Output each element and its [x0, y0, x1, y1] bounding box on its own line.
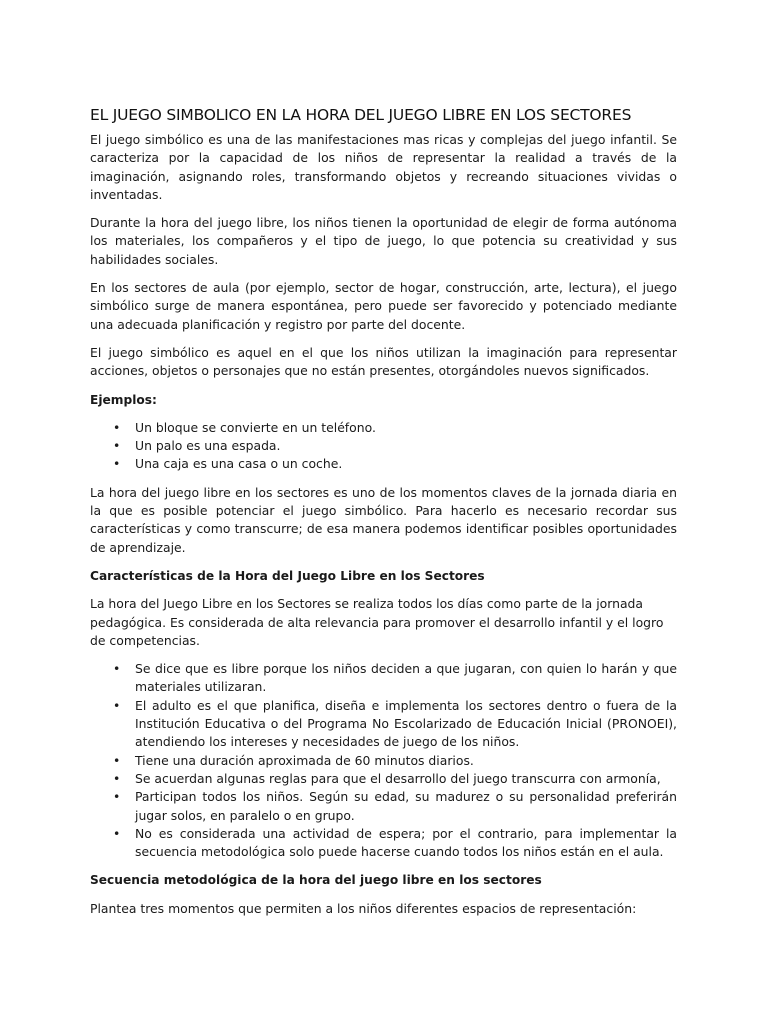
bullet-icon: • [113, 438, 121, 454]
list-item: • Un palo es una espada. [90, 437, 677, 455]
paragraph-definition: El juego simbólico es aquel en el que los niños utilizan la imaginación para representar acciones, objetos o personajes que no están presentes, otorgándoles nuevos significados. [90, 344, 677, 379]
bullet-icon: • [113, 825, 121, 841]
bullet-icon: • [113, 456, 121, 472]
paragraph-key-moments: La hora del juego libre en los sectores es uno de los momentos claves de la jornada diaria en la que es posible potenciar el juego simbólico. Para hacerlo es necesario recordar sus características y como transcurre; de esa manera podemos identificar posibles oportunidades de aprendizaje. [90, 484, 677, 555]
heading-characteristics: Características de la Hora del Juego Libre en los Sectores [90, 568, 485, 583]
document-title: EL JUEGO SIMBOLICO EN LA HORA DEL JUEGO LIBRE EN LOS SECTORES [90, 106, 632, 124]
list-item: • Tiene una duración aproximada de 60 minutos diarios. [90, 752, 677, 770]
bullet-icon: • [113, 697, 121, 713]
bullet-icon: • [113, 752, 121, 768]
examples-list [90, 419, 677, 474]
paragraph-free-play: Durante la hora del juego libre, los niños tienen la oportunidad de elegir de forma autónoma los materiales, los compañeros y el tipo de juego, lo que potencia su creatividad y sus habilidades sociales. [90, 215, 677, 267]
characteristics-list [90, 660, 677, 861]
bullet-icon: • [113, 661, 121, 677]
heading-sequence: Secuencia metodológica de la hora del juego libre en los sectores [90, 873, 542, 888]
paragraph-sectors: En los sectores de aula (por ejemplo, sector de hogar, construcción, arte, lectura), el juego simbólico surge de manera espontánea, pero puede ser favorecido y potenciado mediante una adecuada planificación y registro por parte del docente. [90, 280, 677, 332]
list-item: • Se acuerdan algunas reglas para que el desarrollo del juego transcurra con armonía, [90, 770, 677, 788]
list-item: • No es considerada una actividad de espera; por el contrario, para implementar la secuencia metodológica solo puede hacerse cuando todos los niños están en el aula. [113, 825, 677, 860]
document-page [90, 104, 677, 928]
list-item: • Una caja es una casa o un coche. [90, 455, 677, 473]
paragraph-intro: El juego simbólico es una de las manifestaciones mas ricas y complejas del juego infantil. Se caracteriza por la capacidad de los niños de representar la realidad a través de la imaginación, asignando roles, transformando objetos y recreando situaciones vividas o inventadas. [90, 132, 677, 202]
list-item: • El adulto es el que planifica, diseña e implementa los sectores dentro o fuera de la Institución Educativa o del Programa No Escolarizado de Educación Inicial (PRONOEI), atendiendo los intereses y necesidades de juego de los niños. [113, 697, 677, 750]
paragraph-daily: La hora del Juego Libre en los Sectores se realiza todos los días como parte de la jornada pedagógica. Es considerada de alta relevancia para promover el desarrollo infantil y el logro de competencias. [90, 596, 664, 648]
paragraph-moments: Plantea tres momentos que permiten a los niños diferentes espacios de representación: [90, 900, 637, 916]
bullet-icon: • [113, 419, 121, 435]
bullet-icon: • [113, 770, 121, 786]
bullet-icon: • [113, 789, 121, 805]
list-item: • Participan todos los niños. Según su edad, su madurez o su personalidad preferirán jugar solos, en paralelo o en grupo. [113, 789, 677, 823]
heading-examples: Ejemplos: [90, 392, 157, 407]
list-item: • Un bloque se convierte en un teléfono. [90, 419, 677, 437]
list-item: • Se dice que es libre porque los niños deciden a que jugaran, con quien lo harán y que materiales utilizaran. [113, 661, 677, 695]
